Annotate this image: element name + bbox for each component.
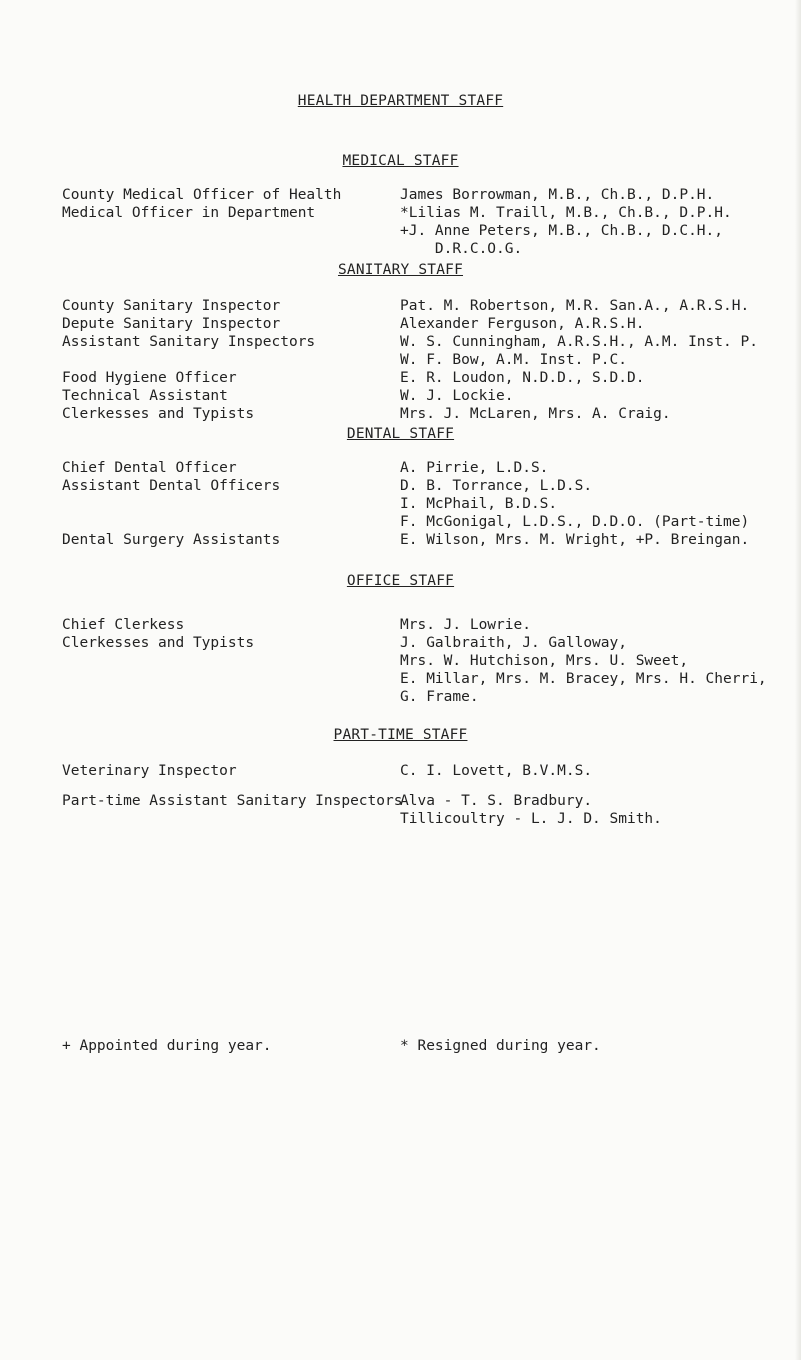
role-line: County Sanitary Inspector	[62, 298, 281, 314]
name-line: C. I. Lovett, B.V.M.S.	[400, 763, 593, 779]
role-line: Assistant Sanitary Inspectors	[62, 334, 316, 350]
role-line	[62, 513, 362, 531]
medical-names	[400, 186, 800, 258]
name-line: Mrs. W. Hutchison, Mrs. U. Sweet,	[400, 653, 689, 669]
office-names	[400, 616, 800, 706]
role-line	[62, 780, 392, 792]
sanitary-names	[400, 297, 800, 423]
name-line: D. B. Torrance, L.D.S.	[400, 478, 593, 494]
name-line: W. F. Bow, A.M. Inst. P.C.	[400, 352, 627, 368]
role-line: Technical Assistant	[62, 388, 228, 404]
sanitary-roles	[62, 297, 362, 423]
footnote-resigned: * Resigned during year.	[400, 1038, 601, 1054]
name-line: Tillicoultry - L. J. D. Smith.	[400, 811, 662, 827]
name-line: Mrs. J. Lowrie.	[400, 617, 531, 633]
name-line: D.R.C.O.G.	[400, 241, 523, 257]
role-line: Part-time Assistant Sanitary Inspectors	[62, 793, 403, 809]
role-line	[62, 495, 362, 513]
role-line: Chief Clerkess	[62, 617, 185, 633]
role-line: Dental Surgery Assistants	[62, 532, 281, 548]
parttime-names	[400, 762, 800, 828]
name-line	[400, 780, 800, 792]
office-roles	[62, 616, 362, 652]
parttime-roles	[62, 762, 403, 810]
role-line: Veterinary Inspector	[62, 763, 237, 779]
section-title-dental: DENTAL STAFF	[346, 426, 455, 442]
role-line: Clerkesses and Typists	[62, 635, 255, 651]
name-line: Pat. M. Robertson, M.R. San.A., A.R.S.H.	[400, 298, 750, 314]
medical-roles	[62, 186, 362, 222]
role-line: Assistant Dental Officers	[62, 478, 281, 494]
name-line: Alexander Ferguson, A.R.S.H.	[400, 316, 645, 332]
name-line: E. Wilson, Mrs. M. Wright, +P. Breingan.	[400, 532, 750, 548]
name-line: Alva - T. S. Bradbury.	[400, 793, 593, 809]
name-line: F. McGonigal, L.D.S., D.D.O. (Part-time)	[400, 514, 750, 530]
role-line: Clerkesses and Typists	[62, 406, 255, 422]
role-line: Chief Dental Officer	[62, 460, 237, 476]
section-title-sanitary: SANITARY STAFF	[337, 262, 464, 278]
name-line: I. McPhail, B.D.S.	[400, 496, 558, 512]
role-line: Medical Officer in Department	[62, 205, 316, 221]
section-title-parttime: PART-TIME STAFF	[333, 727, 468, 743]
role-line: County Medical Officer of Health	[62, 187, 342, 203]
section-title-office: OFFICE STAFF	[346, 573, 455, 589]
page-title: HEALTH DEPARTMENT STAFF	[297, 93, 504, 109]
name-line: W. J. Lockie.	[400, 388, 514, 404]
name-line: A. Pirrie, L.D.S.	[400, 460, 549, 476]
name-line: J. Galbraith, J. Galloway,	[400, 635, 627, 651]
name-line: G. Frame.	[400, 689, 479, 705]
name-line: James Borrowman, M.B., Ch.B., D.P.H.	[400, 187, 715, 203]
name-line: *Lilias M. Traill, M.B., Ch.B., D.P.H.	[400, 205, 732, 221]
page-edge	[795, 0, 801, 1360]
name-line: +J. Anne Peters, M.B., Ch.B., D.C.H.,	[400, 223, 724, 239]
name-line: E. Millar, Mrs. M. Bracey, Mrs. H. Cherri,	[400, 671, 767, 687]
name-line: Mrs. J. McLaren, Mrs. A. Craig.	[400, 406, 671, 422]
footnote-appointed: + Appointed during year.	[62, 1038, 272, 1054]
role-line: Food Hygiene Officer	[62, 370, 237, 386]
role-line	[62, 351, 362, 369]
dental-names	[400, 459, 800, 549]
dental-roles	[62, 459, 362, 549]
name-line: W. S. Cunningham, A.R.S.H., A.M. Inst. P.	[400, 334, 758, 350]
section-title-medical: MEDICAL STAFF	[342, 153, 459, 169]
role-line: Depute Sanitary Inspector	[62, 316, 281, 332]
name-line: E. R. Loudon, N.D.D., S.D.D.	[400, 370, 645, 386]
